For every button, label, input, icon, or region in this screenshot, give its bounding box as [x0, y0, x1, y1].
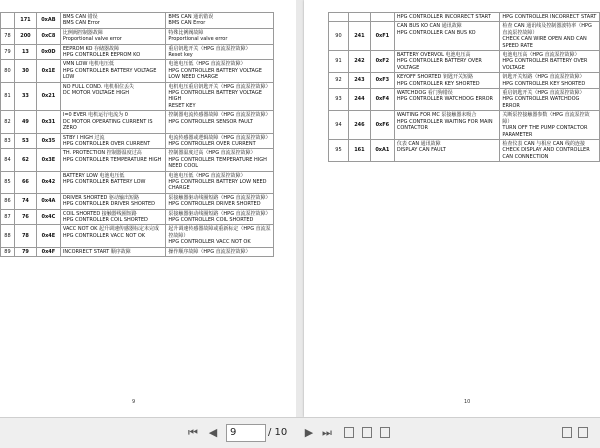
cell-hex: 0x3E [36, 149, 60, 171]
table-row [329, 73, 600, 89]
cell-desc: BMS CAN 错误 BMS CAN Error [60, 13, 166, 29]
cell-dec: 13 [14, 44, 36, 60]
cell-dec: 244 [348, 89, 370, 111]
table-row [329, 139, 600, 161]
cell-hex: 0x0D [36, 44, 60, 60]
cell-hex: 0x4A [36, 193, 60, 209]
cell-idx: 83 [1, 133, 15, 149]
cell-idx: 89 [1, 247, 15, 256]
cell-dec: 30 [14, 60, 36, 82]
cell-desc: WATCHDOG 看门狗错误 HPG CONTROLLER WATCHDOG ERROR [394, 89, 500, 111]
single-page-icon[interactable] [562, 427, 572, 438]
page-input[interactable]: 9 [226, 424, 266, 442]
cell-desc: VMN LOW 电机电压低 HPG CONTROLLER BATTERY VOLTAGE LOW [60, 60, 166, 82]
table-row [1, 44, 274, 60]
cell-idx: 88 [1, 225, 15, 247]
cell-idx: 94 [329, 111, 349, 140]
cell-idx: 85 [1, 171, 15, 193]
table-row [329, 89, 600, 111]
cell-desc: I=0 EVER 电机运行电流为 0 DC MOTOR OPERATING CURRENT IS ZERO [60, 111, 166, 133]
cell-hex: 0xAB [36, 13, 60, 29]
page-total: / 10 [268, 427, 288, 438]
table-row [1, 247, 274, 256]
split-view-icon[interactable] [362, 427, 372, 438]
cell-idx: 84 [1, 149, 15, 171]
cell-desc: INCORRECT START 顺序故障 [60, 247, 166, 256]
cell-dec: 200 [14, 28, 36, 44]
cell-action: BMS CAN 通讯错误 BMS CAN Error [166, 13, 274, 29]
cell-dec: 74 [14, 193, 36, 209]
cell-desc: HPG CONTROLLER INCORRECT START [394, 13, 500, 22]
cell-idx: 82 [1, 111, 15, 133]
cell-action: 控制器电流传感器故障（HPG 直流泵控故障） HPG CONTROLLER SENSOR FAULT [166, 111, 274, 133]
cell-hex: 0x42 [36, 171, 60, 193]
cell-hex: 0x4E [36, 225, 60, 247]
cell-hex: 0xA1 [370, 139, 394, 161]
rotate-icon[interactable] [380, 427, 390, 438]
cell-dec: 33 [14, 82, 36, 111]
previous-page-icon[interactable]: ◀ [208, 426, 218, 439]
cell-hex: 0xC8 [36, 28, 60, 44]
cell-desc: VACC NOT OK 起升调速传感器标定未完成 HPG CONTROLLER VACC NOT OK [60, 225, 166, 247]
two-page-icon[interactable] [578, 427, 588, 438]
cell-desc: COIL SHORTED 接触器线圈短路 HPG CONTROLLER COIL SHORTED [60, 209, 166, 225]
cell-hex: 0x1E [36, 60, 60, 82]
cell-hex: 0xF6 [370, 111, 394, 140]
cell-action: 检查仪表 CAN 与相应 CAN 线的连接 CHECK DISPLAY AND CONTROLLER CAN CONNECTION [500, 139, 600, 161]
table-row [329, 22, 600, 51]
cell-idx [329, 13, 349, 22]
cell-dec: 246 [348, 111, 370, 140]
cell-desc: STBY I HIGH 过流 HPG CONTROLLER OVER CURRENT [60, 133, 166, 149]
table-row [329, 51, 600, 73]
cell-hex: 0xF2 [370, 51, 394, 73]
table-row [329, 13, 600, 22]
table-row [1, 209, 274, 225]
cell-action: 钥匙开关短路（HPG 直流泵控故障） HPG CONTROLLER KEY SHORTED [500, 73, 600, 89]
cell-desc: NO FULL COND. 电机相位丢失 DC MOTOR VOLTAGE HIGH [60, 82, 166, 111]
cell-action: 电池电压低（HPG 直流泵控故障） HPG CONTROLLER BATTERY VOLTAGE LOW NEED CHARGE [166, 60, 274, 82]
cell-hex: 0x4C [36, 209, 60, 225]
table-row [1, 133, 274, 149]
cell-idx: 79 [1, 44, 15, 60]
cell-action: 特殊比例阀故障 Proportional valve error [166, 28, 274, 44]
cell-dec: 242 [348, 51, 370, 73]
page-right [304, 0, 600, 417]
cell-desc: WAITING FOR MC 泵接触器未吸合 HPG CONTROLLER WAITING FOR MAIN CONTACTOR [394, 111, 500, 140]
cell-dec: 53 [14, 133, 36, 149]
cell-dec: 241 [348, 22, 370, 51]
cell-idx: 87 [1, 209, 15, 225]
cell-hex: 0x4F [36, 247, 60, 256]
cell-dec: 78 [14, 225, 36, 247]
cell-action: 控制器温度过高（HPG 直流泵控故障） HPG CONTROLLER TEMPERATURE HIGH NEED COOL [166, 149, 274, 171]
cell-dec: 79 [14, 247, 36, 256]
cell-idx: 86 [1, 193, 15, 209]
cell-hex: 0xF4 [370, 89, 394, 111]
cell-action: 电池电压高（HPG 直流泵控故障） HPG CONTROLLER BATTERY OVER VOLTAGE [500, 51, 600, 73]
table-row [329, 111, 600, 140]
cell-action: 重启钥匙开关（HPG 直流泵控故障） HPG CONTROLLER WATCHDOG ERROR [500, 89, 600, 111]
page-view-icon[interactable] [344, 427, 354, 438]
page-left [0, 0, 296, 417]
cell-dec [348, 13, 370, 22]
cell-dec: 171 [14, 13, 36, 29]
cell-dec: 62 [14, 149, 36, 171]
next-page-icon[interactable]: ▶ [304, 426, 314, 439]
cell-dec: 66 [14, 171, 36, 193]
cell-desc: TH. PROTECTION 控制器温度过高 HPG CONTROLLER TEMPERATURE HIGH [60, 149, 166, 171]
cell-hex: 0x31 [36, 111, 60, 133]
cell-desc: KEYOFF SHORTED 钥匙开关短路 HPG CONTROLLER KEY SHORTED [394, 73, 500, 89]
table-row [1, 193, 274, 209]
cell-idx: 92 [329, 73, 349, 89]
cell-action: 起升调速传感器故障或重新标定（HPG 直流泵控故障） HPG CONTROLLER VACC NOT OK [166, 225, 274, 247]
cell-action: 泵接触器驱动线圈短路（HPG 直流泵控故障） HPG CONTROLLER COIL SHORTED [166, 209, 274, 225]
cell-dec: 49 [14, 111, 36, 133]
cell-desc: EEPROM KO 存储器故障 HPG CONTROLLER EEPROM KO [60, 44, 166, 60]
cell-action: 检查 CAN 通讯线及控制器波特率（HPG 直流泵控故障） CHECK CAN WIRE OPEN AND CAN SPEED RATE [500, 22, 600, 51]
cell-action: 关断泵控接触器参数（HPG 直流泵控故障） TURN OFF THE PUMP CONTACTOR PARAMETER [500, 111, 600, 140]
cell-action: 操作顺序故障（HPG 直流泵控故障） [166, 247, 274, 256]
last-page-icon[interactable]: ⏭ [322, 426, 332, 439]
cell-idx: 91 [329, 51, 349, 73]
table-row [1, 60, 274, 82]
cell-action: HPG CONTROLLER INCORRECT START [500, 13, 600, 22]
cell-desc: BATTERY OVERVOL 电池电压高 HPG CONTROLLER BATTERY OVER VOLTAGE [394, 51, 500, 73]
first-page-icon[interactable]: ⏮ [188, 426, 198, 439]
cell-idx [1, 13, 15, 29]
cell-hex [370, 13, 394, 22]
table-row [1, 82, 274, 111]
cell-desc: DRIVER SHORTED 驱动输出短路 HPG CONTROLLER DRIVER SHORTED [60, 193, 166, 209]
table-row [1, 28, 274, 44]
cell-idx: 78 [1, 28, 15, 44]
cell-idx: 93 [329, 89, 349, 111]
cell-dec: 161 [348, 139, 370, 161]
page-number: 9 [132, 399, 136, 405]
cell-hex: 0x21 [36, 82, 60, 111]
cell-dec: 243 [348, 73, 370, 89]
fault-table-right [328, 12, 600, 162]
cell-idx: 80 [1, 60, 15, 82]
cell-action: 重启钥匙开关（HPG 直流泵控故障） Reset key [166, 44, 274, 60]
cell-desc: 仪表 CAN 通讯故障 DISPLAY CAN FAULT [394, 139, 500, 161]
cell-desc: 比例阀控制器故障 Proportional valve error [60, 28, 166, 44]
table-row [1, 225, 274, 247]
cell-hex: 0x35 [36, 133, 60, 149]
cell-hex: 0xF3 [370, 73, 394, 89]
cell-dec: 76 [14, 209, 36, 225]
table-row [1, 13, 274, 29]
page-number: 10 [464, 399, 471, 405]
cell-action: 泵接触器驱动线圈短路（HPG 直流泵控故障） HPG CONTROLLER DRIVER SHORTED [166, 193, 274, 209]
table-row [1, 149, 274, 171]
table-row [1, 111, 274, 133]
cell-action: 电池电压低（HPG 直流泵控故障） HPG CONTROLLER BATTERY LOW NEED CHARGE [166, 171, 274, 193]
cell-idx: 81 [1, 82, 15, 111]
cell-desc: CAN BUS KO CAN 通讯故障 HPG CONTROLLER CAN BUS KO [394, 22, 500, 51]
cell-action: 电流传感器或逻辑故障（HPG 直流泵控故障） HPG CONTROLLER OVER CURRENT [166, 133, 274, 149]
cell-hex: 0xF1 [370, 22, 394, 51]
cell-idx: 90 [329, 22, 349, 51]
cell-idx: 95 [329, 139, 349, 161]
fault-table-left [0, 12, 274, 257]
cell-action: 电机电压重启钥匙开关（HPG 直流泵控故障） HPG CONTROLLER BATTERY VOLTAGE HIGH RESET KEY [166, 82, 274, 111]
table-row [1, 171, 274, 193]
cell-desc: BATTERY LOW 电池电压低 HPG CONTROLLER BATTERY LOW [60, 171, 166, 193]
pdf-toolbar [0, 417, 600, 448]
